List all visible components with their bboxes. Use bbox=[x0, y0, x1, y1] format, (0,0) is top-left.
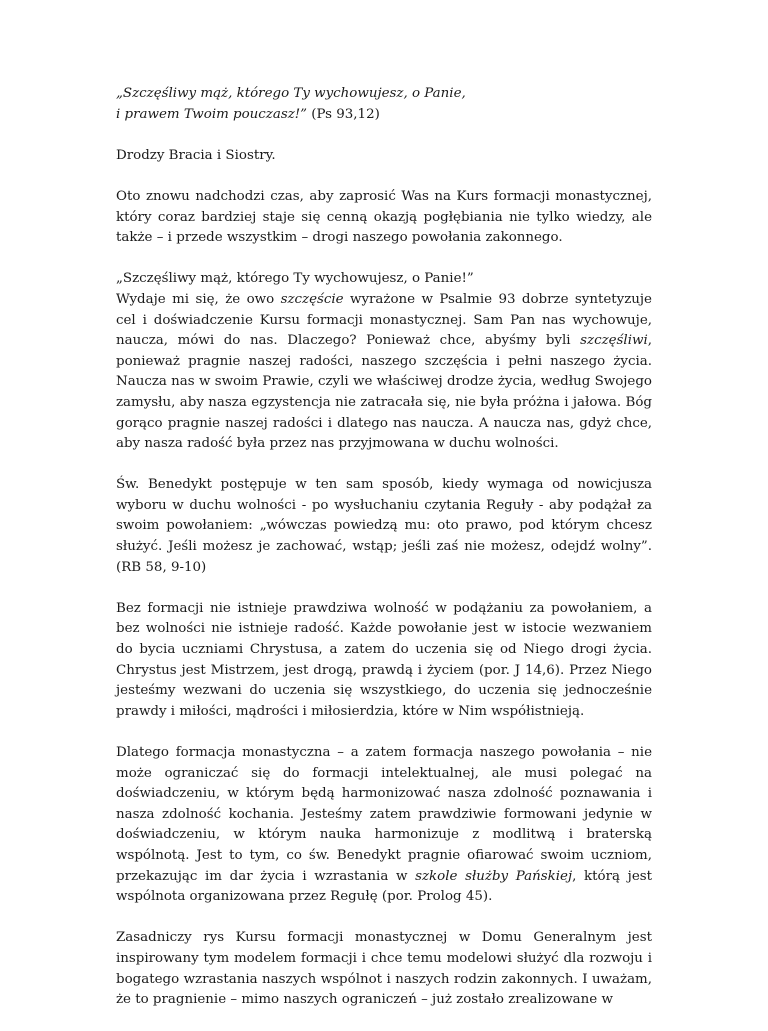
paragraph-6: Zasadniczy rys Kursu formacji monastycznej w Domu Generalnym jest inspirowany tym modelem formacji i chce temu modelowi służyć dla rozwoju i bogatego wzrastania naszych wspólnot i naszych rodzin zakonnych. I uważam, że to pragnienie – mimo naszych ograniczeń – już zostało zrealizowane w bbox=[116, 930, 652, 1008]
paragraph-2-text-b: wyrażone w Psalmie 93 dobrze syntetyzuje cel i doświadczenie Kursu formacji monastycznej. Sam Pan nas wychowuje, naucza, mówi do nas. Dlaczego? Ponieważ chce, abyśmy byli bbox=[116, 291, 652, 349]
epigraph bbox=[116, 84, 652, 125]
paragraph-5-text-b: , którą jest wspólnota organizowana przez Regułę (por. Prolog 45). bbox=[116, 868, 652, 905]
paragraph-2-quote: „Szczęśliwy mąż, którego Ty wychowujesz, o Panie!” bbox=[116, 271, 474, 287]
paragraph-2-emphasis-happy: szczęśliwi bbox=[580, 333, 648, 349]
greeting: Drodzy Bracia i Siostry. bbox=[116, 147, 276, 163]
paragraph-5-emphasis-school: szkole służby Pańskiej bbox=[415, 868, 573, 884]
paragraph-4: Bez formacji nie istnieje prawdziwa wolność w podążaniu za powołaniem, a bez wolności nie istnieje radość. Każde powołanie jest w istocie wezwaniem do bycia uczniami Chrystusa, a zatem do uczenia się od Niego drogi życia. Chrystus jest Mistrzem, jest drogą, prawdą i życiem (por. J 14,6). Przez Niego jesteśmy wezwani do uczenia się wszystkiego, do uczenia się jednocześnie prawdy i miłości, mądrości i miłosierdzia, które w Nim współistnieją. bbox=[116, 600, 652, 719]
epigraph-reference: (Ps 93,12) bbox=[307, 106, 380, 122]
paragraph-2 bbox=[116, 269, 652, 454]
paragraph-3: Św. Benedykt postępuje w ten sam sposób, kiedy wymaga od nowicjusza wyboru w duchu wolności - po wysłuchaniu czytania Reguły - aby podążał za swoim powołaniem: „wówczas powiedzą mu: oto prawo, pod którym chcesz służyć. Jeśli możesz je zachować, wstąp; jeśli zaś nie możesz, odejdź wolny”. (RB 58, 9-10) bbox=[116, 477, 652, 575]
paragraph-2-emphasis-happiness: szczęście bbox=[280, 291, 344, 307]
paragraph-2-text-c: , ponieważ pragnie naszej radości, naszego szczęścia i pełni naszego życia. Naucza nas w swoim Prawie, czyli we właściwej drodze życia, według Swojego zamysłu, aby nasza egzystencja nie zatracała się, nie była próżna i jałowa. Bóg gorąco pragnie naszej radości i dlatego nas naucza. A naucza nas, gdyż chce, aby nasza radość była przez nas przyjmowana w duchu wolności. bbox=[116, 333, 652, 452]
paragraph-5-text-a: Dlatego formacja monastyczna – a zatem formacja naszego powołania – nie może ograniczać się do formacji intelektualnej, ale musi polegać na doświadczeniu, w którym będą harmonizować nasza zdolność poznawania i nasza zdolność kochania. Jesteśmy zatem prawdziwie formowani jedynie w doświadczeniu, w którym nauka harmonizuje z modlitwą i braterską wspólnotą. Jest to tym, co św. Benedykt pragnie ofiarować swoim uczniom, przekazując im dar życia i wzrastania w bbox=[116, 745, 652, 884]
paragraph-5 bbox=[116, 743, 652, 908]
paragraph-2-text-a: Wydaje mi się, że owo bbox=[116, 291, 281, 307]
epigraph-line-2 bbox=[116, 105, 652, 126]
document-page bbox=[116, 84, 652, 1031]
epigraph-line-2-text: i prawem Twoim pouczasz!” bbox=[116, 106, 307, 122]
epigraph-line-1: „Szczęśliwy mąż, którego Ty wychowujesz, o Panie, bbox=[116, 86, 466, 101]
paragraph-1: Oto znowu nadchodzi czas, aby zaprosić Was na Kurs formacji monastycznej, który coraz bardziej staje się cenną okazją pogłębiania nie tylko wiedzy, ale także – i przede wszystkim – drogi naszego powołania zakonnego. bbox=[116, 188, 652, 246]
